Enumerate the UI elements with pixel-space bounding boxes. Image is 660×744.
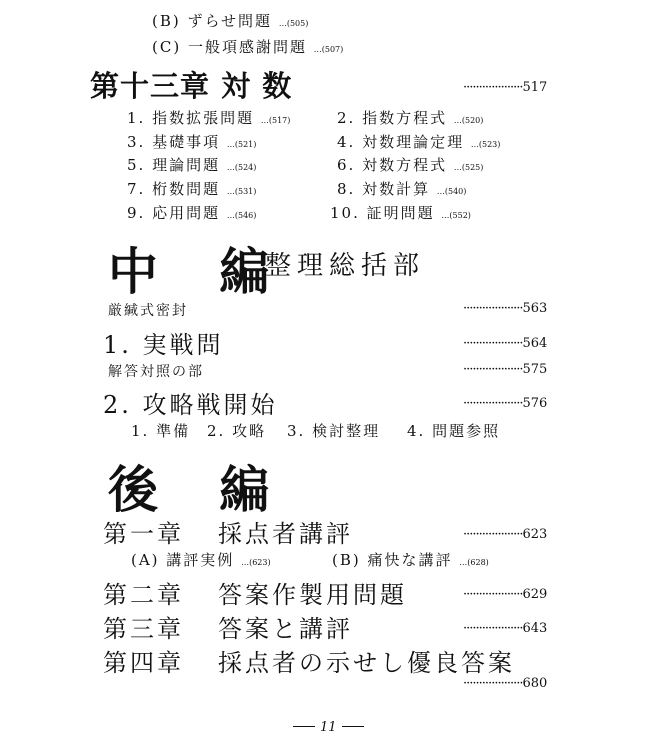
dot-leader: ··················· [463, 362, 523, 377]
toc-item [152, 10, 308, 31]
part-title-middle: 中 編 [108, 243, 292, 301]
page-number: 563 [522, 301, 548, 316]
toc-subitem [332, 549, 489, 570]
toc-subitem [337, 131, 500, 152]
toc-subitem-page: …(628) [459, 558, 489, 567]
part-title-last: 後 編 [108, 461, 292, 519]
part-subtitle-middle: 整理総括部 [265, 251, 426, 281]
toc-entry-page [463, 362, 547, 377]
chapter-number: 第一章 [103, 520, 184, 548]
footer-rule-right [342, 726, 364, 727]
page-number: 643 [522, 621, 548, 636]
toc-entry-page [463, 336, 547, 351]
toc-entry-label: 2. 攻略戦開始 [103, 391, 278, 419]
page-number: 11 [320, 720, 337, 735]
toc-subitem-page: …(540) [436, 187, 467, 196]
toc-entry-page [463, 621, 547, 636]
toc-entry-page [463, 676, 547, 691]
page-number: 564 [522, 336, 548, 351]
dot-leader: ··················· [463, 621, 523, 636]
toc-subitem-page: …(520) [453, 116, 484, 125]
dot-leader: ··················· [463, 80, 523, 95]
toc-subitem-label: 7. 桁数問題 [127, 180, 221, 198]
dot-leader: ··················· [463, 587, 523, 602]
footer-page-number [293, 716, 364, 735]
toc-item-page: …(507) [313, 45, 344, 54]
toc-subitem-label: 4. 対数理論定理 [337, 133, 465, 151]
toc-subitem: 3. 検討整理 [287, 422, 381, 440]
toc-subitem [330, 202, 471, 223]
page-number: 629 [522, 587, 548, 602]
toc-subitem: 1. 準備 [131, 422, 191, 440]
footer-rule-left [293, 726, 315, 727]
toc-entry-page [463, 587, 547, 602]
chapter-title: 答案と講評 [218, 615, 353, 643]
page-number: 576 [522, 396, 548, 411]
dot-leader: ··················· [463, 301, 523, 316]
toc-subitem-label: 3. 基礎事項 [127, 133, 221, 151]
toc-subitem-page: …(546) [226, 211, 257, 220]
dot-leader: ··················· [463, 676, 523, 691]
dot-leader: ··················· [463, 527, 523, 542]
toc-entry-label: 厳緘式密封 [108, 303, 188, 319]
toc-subitem [127, 154, 256, 175]
toc-subitem-label: 6. 対数方程式 [337, 156, 448, 174]
toc-subitem [337, 154, 483, 175]
toc-subitem-page: …(552) [441, 211, 471, 220]
toc-subitem-page: …(531) [226, 187, 257, 196]
chapter-number: 第三章 [103, 615, 184, 643]
toc-subitem [131, 549, 271, 570]
toc-item [152, 36, 343, 57]
chapter-title: 採点者の示せし優良答案 [218, 649, 515, 677]
toc-entry-page [463, 396, 547, 411]
toc-item-label: (B) ずらせ問題 [152, 12, 273, 30]
toc-entry-page [463, 301, 547, 316]
toc-subitem-label: 8. 対数計算 [337, 180, 431, 198]
toc-subitem-page: …(521) [226, 140, 257, 149]
dot-leader: ··················· [463, 336, 523, 351]
toc-subitem [127, 131, 256, 152]
toc-subitem [127, 107, 290, 128]
page-number: 517 [522, 80, 548, 95]
toc-subitem-page: …(517) [260, 116, 291, 125]
toc-entry-page [463, 527, 547, 542]
toc-subitem-page: …(623) [241, 558, 271, 567]
page-number: 575 [522, 362, 548, 377]
toc-subitem [337, 107, 483, 128]
page-number: 680 [522, 676, 548, 691]
toc-entry-label: 解答対照の部 [108, 364, 204, 380]
chapter-title: 採点者講評 [218, 520, 353, 548]
toc-subitem-label: (A) 講評実例 [131, 551, 235, 569]
toc-subitem-label: 9. 応用問題 [127, 204, 221, 222]
dot-leader: ··················· [463, 396, 523, 411]
toc-subitem-page: …(523) [470, 140, 501, 149]
toc-subitem: 2. 攻略 [207, 422, 267, 440]
page-number: 623 [522, 527, 548, 542]
toc-entry-label: 1. 実戦問 [103, 331, 224, 359]
toc-subitem-page: …(525) [453, 163, 484, 172]
toc-subitem-label: 2. 指数方程式 [337, 109, 448, 127]
toc-subitem [337, 178, 466, 199]
toc-subitem [127, 178, 256, 199]
toc-subitem-label: 10. 証明問題 [330, 204, 435, 222]
chapter-number: 第四章 [103, 649, 184, 677]
chapter-13-page-entry [463, 80, 547, 95]
chapter-number: 第二章 [103, 581, 184, 609]
toc-subitem-label: 1. 指数拡張問題 [127, 109, 255, 127]
toc-subitem: 4. 問題参照 [407, 422, 501, 440]
toc-subitem-label: 5. 理論問題 [127, 156, 221, 174]
toc-subitem [127, 202, 256, 223]
chapter-title: 答案作製用問題 [218, 581, 407, 609]
toc-subitem-label: (B) 痛快な講評 [332, 551, 453, 569]
toc-subitem-page: …(524) [226, 163, 257, 172]
toc-item-page: …(505) [278, 19, 309, 28]
toc-item-label: (C) 一般項感謝問題 [152, 38, 307, 56]
chapter-13-title: 第十三章 対 数 [90, 69, 293, 103]
